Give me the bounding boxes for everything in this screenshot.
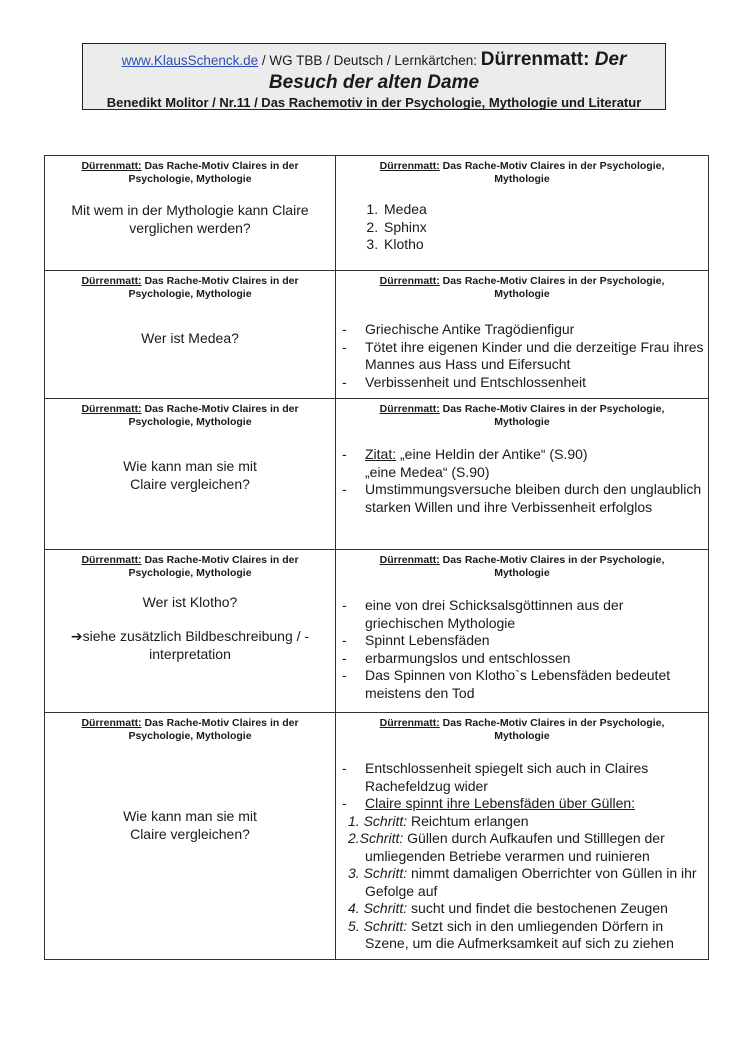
answer-list (336, 446, 708, 516)
answer-list (336, 760, 708, 953)
site-link[interactable]: www.KlausSchenck.de (121, 53, 259, 68)
answer-item: - Umstimmungsversuche bleiben durch den unglaublich starken Willen und ihre Verbissenheit erfolglos (342, 481, 702, 515)
breadcrumb: / WG TBB / Deutsch / Lernkärtchen: (258, 53, 481, 68)
question-text: Wer ist Klotho? (142, 594, 238, 610)
document-subline: Benedikt Molitor / Nr.11 / Das Rachemotiv in der Psychologie, Mythologie und Literatur (106, 95, 642, 110)
flashcard-row (45, 156, 709, 271)
answer-list (336, 201, 708, 254)
title-work-b: Besuch der alten Dame (268, 72, 480, 93)
quote-label: Zitat: (365, 446, 397, 462)
step-item: 5. Schritt: Setzt sich in den umliegenden Dörfern in Szene, um die Aufmerksamkeit auf sich zu ziehen (348, 917, 674, 951)
answer-item: - Verbissenheit und Entschlossenheit (342, 373, 587, 390)
answer-item: 1. Medea (382, 201, 708, 219)
question-cell (45, 156, 336, 271)
answer-item: 3. Klotho (382, 236, 708, 254)
answer-list (336, 321, 708, 391)
answer-item: - Spinnt Lebensfäden (342, 632, 490, 648)
card-header: Dürrenmatt: Das Rache-Motiv Claires in der Psychologie, Mythologie (379, 160, 665, 185)
question-cell (45, 713, 336, 960)
step-item: 2.Schritt: Güllen durch Aufkaufen und Stilllegen der umliegenden Betriebe verarmen und ruinieren (348, 830, 665, 864)
step-item: 3. Schritt: nimmt damaligen Oberrichter von Güllen in ihr Gefolge auf (348, 865, 697, 899)
answer-cell (336, 156, 709, 271)
answer-item: - Entschlossenheit spiegelt sich auch in Claires Rachefeldzug wider (342, 760, 649, 794)
arrow-icon: ➔ (70, 628, 83, 644)
question-cell (45, 399, 336, 550)
flashcard-row (45, 713, 709, 960)
card-header: Dürrenmatt: Das Rache-Motiv Claires in der Psychologie, Mythologie (379, 403, 665, 428)
question-text: Wer ist Medea? (141, 330, 239, 346)
question-cell (45, 271, 336, 399)
answer-cell (336, 271, 709, 399)
flashcard-row (45, 550, 709, 713)
card-header: Dürrenmatt: Das Rache-Motiv Claires in der Psychologie, Mythologie (379, 275, 665, 300)
question-text: Wie kann man sie mit Claire vergleichen? (123, 808, 257, 842)
step-item: 4. Schritt: sucht und findet die bestochenen Zeugen (348, 900, 668, 916)
step-item: 1. Schritt: Reichtum erlangen (348, 812, 529, 829)
answer-item: - erbarmungslos und entschlossen (342, 649, 571, 666)
card-header: Dürrenmatt: Das Rache-Motiv Claires in der Psychologie, Mythologie (81, 717, 299, 742)
answer-cell (336, 713, 709, 960)
card-header: Dürrenmatt: Das Rache-Motiv Claires in der Psychologie, Mythologie (379, 717, 665, 742)
card-header: Dürrenmatt: Das Rache-Motiv Claires in der Psychologie, Mythologie (81, 160, 299, 185)
answer-item: - Das Spinnen von Klotho`s Lebensfäden bedeutet meistens den Tod (342, 667, 671, 701)
answer-item: - Tötet ihre eigenen Kinder und die derzeitige Frau ihres Mannes aus Hass und Eifersucht (342, 338, 704, 372)
title-work-a: Der (594, 49, 627, 70)
question-text: Wie kann man sie mit Claire vergleichen? (123, 458, 257, 492)
card-header: Dürrenmatt: Das Rache-Motiv Claires in der Psychologie, Mythologie (81, 403, 299, 428)
answer-item: - Griechische Antike Tragödienfigur (342, 321, 575, 337)
answer-item: - Claire spinnt ihre Lebensfäden über Güllen: (342, 795, 636, 811)
card-header: Dürrenmatt: Das Rache-Motiv Claires in der Psychologie, Mythologie (379, 554, 665, 579)
question-cell (45, 550, 336, 713)
title-author: Dürrenmatt: (480, 49, 595, 70)
answer-cell (336, 399, 709, 550)
card-header: Dürrenmatt: Das Rache-Motiv Claires in der Psychologie, Mythologie (81, 554, 299, 579)
flashcard-row (45, 399, 709, 550)
answer-list (336, 597, 708, 702)
answer-cell (336, 550, 709, 713)
answer-item: - eine von drei Schicksalsgöttinnen aus der griechischen Mythologie (342, 597, 624, 631)
extra-note: ➔siehe zusätzlich Bildbeschreibung / - interpretation (70, 628, 310, 662)
flashcard-row (45, 271, 709, 399)
flashcard-table (44, 155, 709, 960)
answer-item: - Zitat: „eine Heldin der Antike“ (S.90) „eine Medea“ (S.90) (342, 446, 588, 480)
document-header (82, 43, 666, 110)
answer-item: 2. Sphinx (382, 219, 708, 237)
question-text: Mit wem in der Mythologie kann Claire verglichen werden? (71, 202, 309, 236)
card-header: Dürrenmatt: Das Rache-Motiv Claires in der Psychologie, Mythologie (81, 275, 299, 300)
